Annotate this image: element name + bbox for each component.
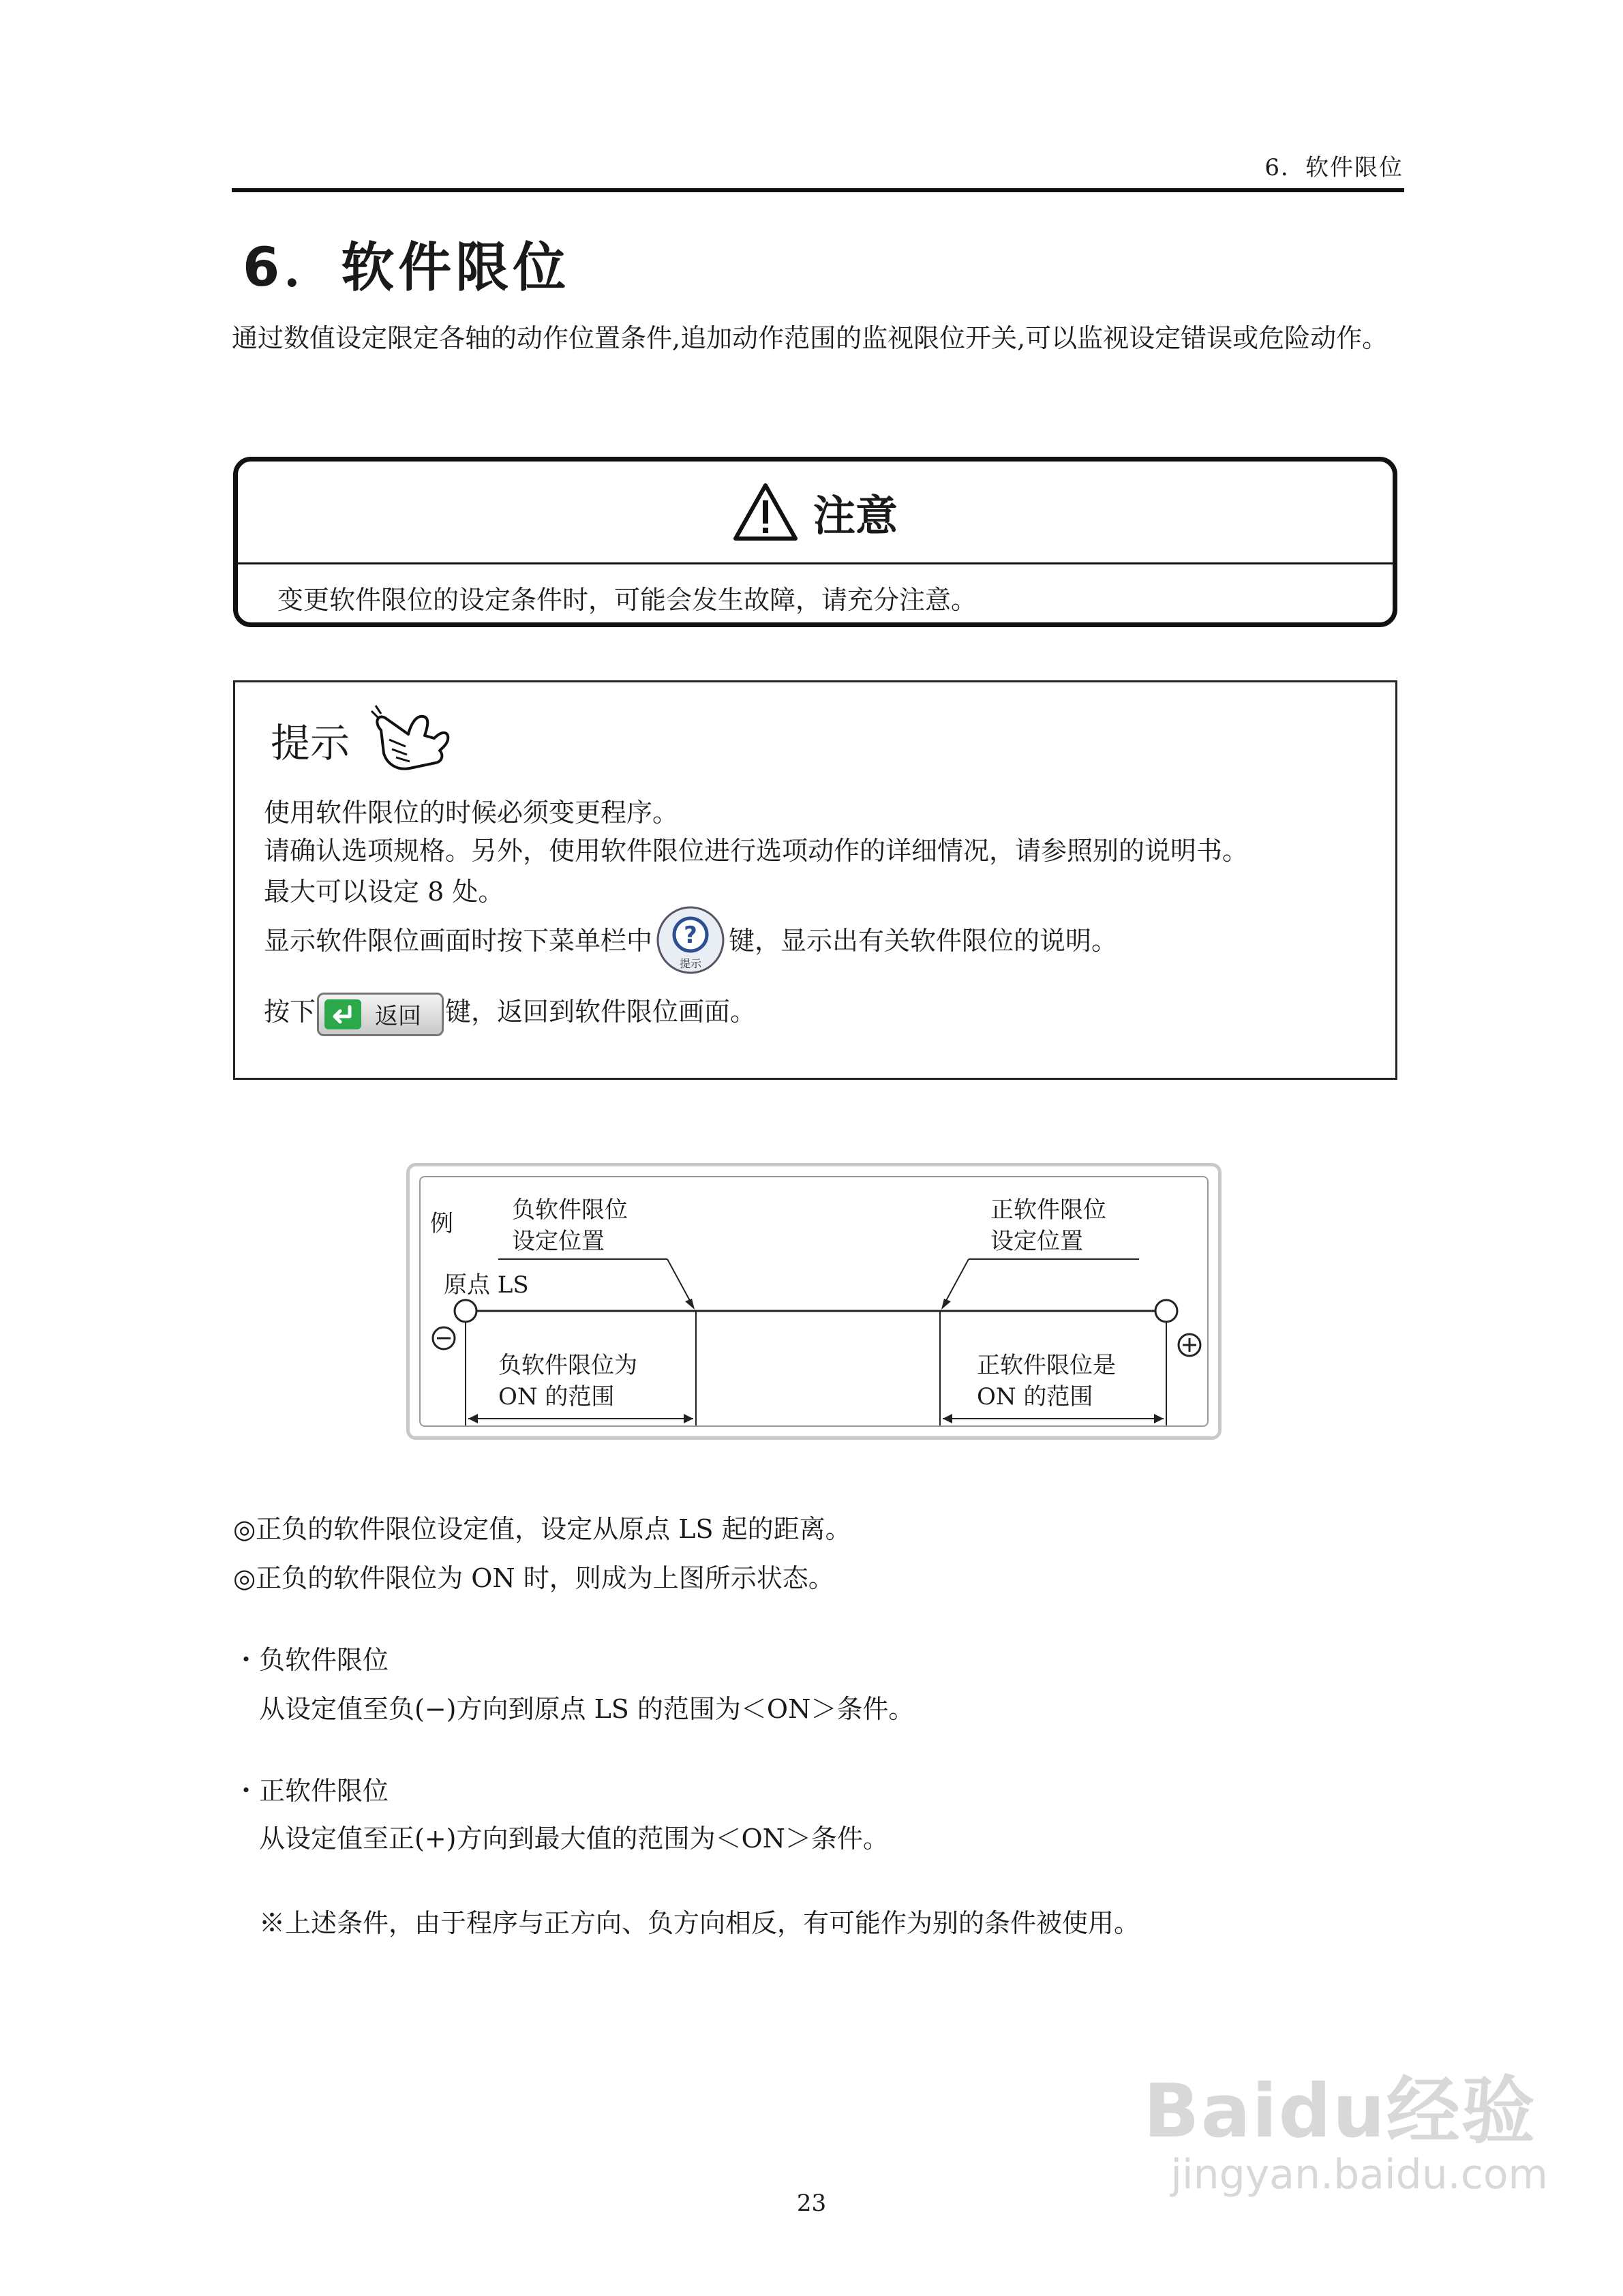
neg-limit-desc: 从设定值至负(−)方向到原点 LS 的范围为＜ON＞条件。 bbox=[259, 1694, 915, 1724]
neg-range-label-1: 负软件限位为 bbox=[498, 1352, 637, 1379]
back-key-label: 返回 bbox=[375, 1003, 422, 1030]
hint-line-4 bbox=[264, 905, 1117, 982]
pos-range-label-2: ON 的范围 bbox=[977, 1383, 1093, 1410]
watermark-sub: jingyan.baidu.com bbox=[1170, 2151, 1548, 2199]
hint-line-5-suffix: 键，返回到软件限位画面。 bbox=[445, 997, 757, 1027]
neg-setting-label-1: 负软件限位 bbox=[512, 1196, 628, 1224]
pos-setting-label-2: 设定位置 bbox=[990, 1228, 1083, 1255]
header-rule bbox=[232, 188, 1404, 192]
neg-setting-label-2: 设定位置 bbox=[512, 1228, 605, 1255]
hint-title: 提示 bbox=[271, 720, 350, 766]
running-header: 6．软件限位 bbox=[1264, 154, 1404, 181]
caution-title: 注意 bbox=[813, 490, 898, 541]
neg-range-label-2: ON 的范围 bbox=[498, 1383, 615, 1410]
hint-line-5 bbox=[264, 991, 756, 1036]
caution-header bbox=[238, 462, 1393, 564]
neg-limit-title: ・负软件限位 bbox=[233, 1645, 389, 1675]
hint-line-4-suffix: 键，显示出有关软件限位的说明。 bbox=[729, 926, 1118, 956]
caution-box bbox=[233, 457, 1397, 627]
hint-line-4-prefix: 显示软件限位画面时按下菜单栏中 bbox=[264, 926, 653, 956]
caution-text: 变更软件限位的设定条件时，可能会发生故障，请充分注意。 bbox=[277, 585, 977, 615]
example-label: 例 bbox=[430, 1210, 453, 1237]
svg-text:?: ? bbox=[684, 922, 697, 949]
origin-ls-label: 原点 LS bbox=[444, 1271, 529, 1299]
hint-line-1: 使用软件限位的时候必须变更程序。 bbox=[264, 798, 679, 828]
warning-icon bbox=[733, 483, 798, 541]
hint-box bbox=[233, 680, 1397, 1080]
page-title: 6．软件限位 bbox=[243, 237, 571, 299]
pos-limit-desc: 从设定值至正(+)方向到最大值的范围为＜ON＞条件。 bbox=[259, 1824, 889, 1854]
help-key-button[interactable] bbox=[655, 905, 726, 982]
page-number: 23 bbox=[796, 2190, 827, 2217]
pos-setting-label-1: 正软件限位 bbox=[990, 1196, 1106, 1224]
pos-limit-title: ・正软件限位 bbox=[233, 1776, 389, 1806]
hint-line-2: 请确认选项规格。另外，使用软件限位进行选项动作的详细情况，请参照别的说明书。 bbox=[264, 836, 1249, 866]
hint-line-3: 最大可以设定 8 处。 bbox=[264, 877, 504, 907]
pointing-hand-icon bbox=[369, 703, 457, 778]
return-arrow-icon bbox=[324, 999, 361, 1029]
intro-paragraph: 通过数值设定限定各轴的动作位置条件,追加动作范围的监视限位开关,可以监视设定错误或危险动作。 bbox=[232, 323, 1389, 353]
baidu-watermark bbox=[1143, 2052, 1548, 2199]
note-1: ◎正负的软件限位设定值，设定从原点 LS 起的距离。 bbox=[233, 1514, 851, 1544]
watermark-main: Baidu经验 bbox=[1143, 2069, 1536, 2154]
note-2: ◎正负的软件限位为 ON 时，则成为上图所示状态。 bbox=[233, 1563, 834, 1593]
help-key-label: 提示 bbox=[680, 957, 702, 970]
pos-range-label-1: 正软件限位是 bbox=[977, 1352, 1116, 1379]
hint-line-5-prefix: 按下 bbox=[264, 997, 316, 1027]
back-key-button[interactable] bbox=[317, 993, 444, 1036]
remark: ※上述条件，由于程序与正方向、负方向相反，有可能作为别的条件被使用。 bbox=[259, 1908, 1140, 1938]
soft-limit-diagram bbox=[406, 1163, 1222, 1440]
